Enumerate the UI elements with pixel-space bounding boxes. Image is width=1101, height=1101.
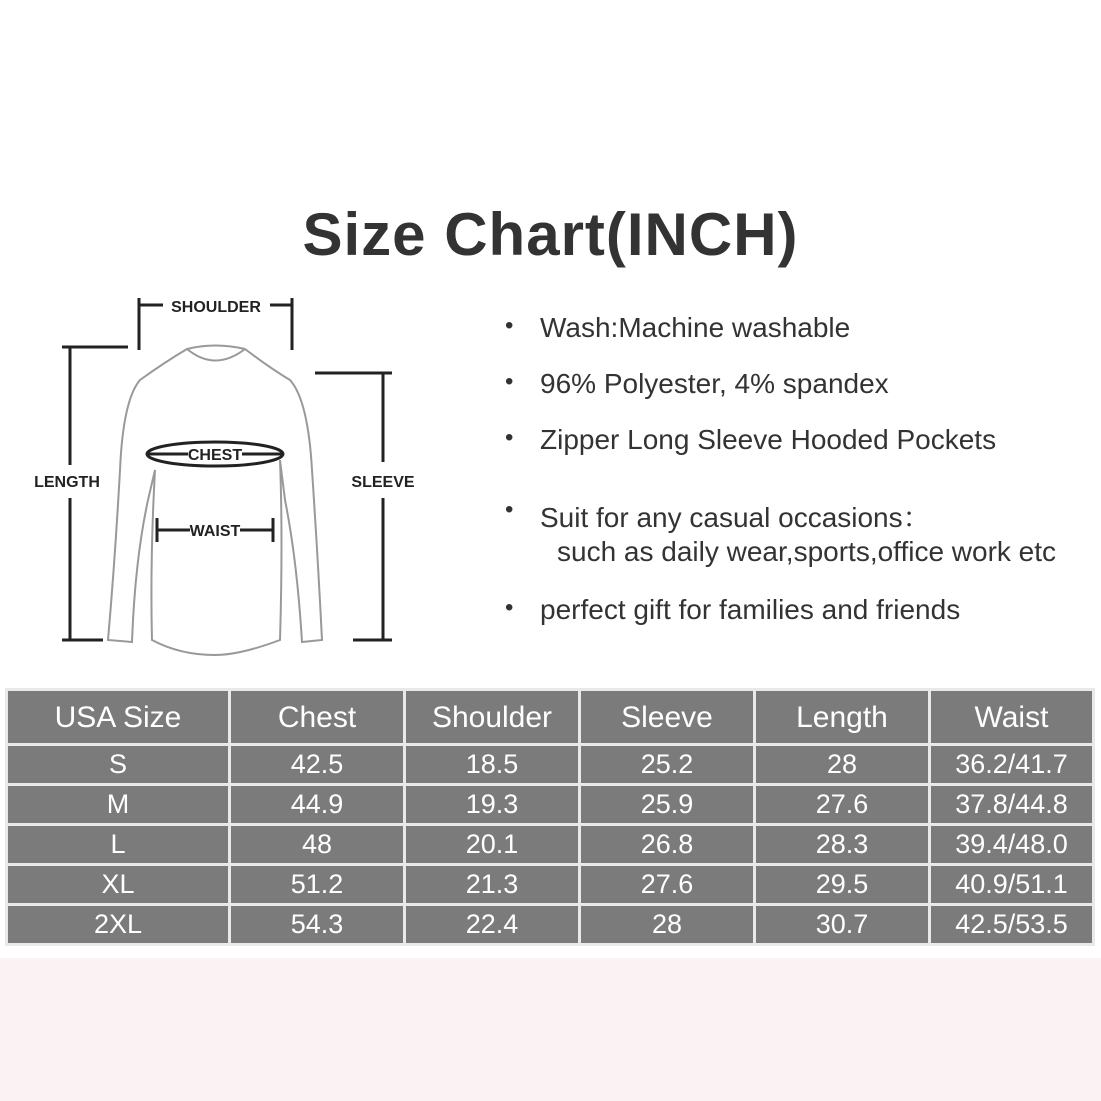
table-row xyxy=(8,866,1092,903)
table-cell: 36.2/41.7 xyxy=(931,746,1092,783)
shoulder-label: SHOULDER xyxy=(171,299,261,316)
feature-item xyxy=(505,594,1056,626)
column-header: Shoulder xyxy=(406,691,578,743)
feature-text: Zipper Long Sleeve Hooded Pockets xyxy=(540,424,997,455)
table-cell: 27.6 xyxy=(756,786,928,823)
table-cell: 51.2 xyxy=(231,866,403,903)
shirt-outline-icon xyxy=(108,346,322,656)
table-cell: 42.5 xyxy=(231,746,403,783)
table-cell: 19.3 xyxy=(406,786,578,823)
table-cell: 25.9 xyxy=(581,786,753,823)
table-row xyxy=(8,826,1092,863)
table-cell: 42.5/53.5 xyxy=(931,906,1092,943)
table-cell: 54.3 xyxy=(231,906,403,943)
table-cell: 18.5 xyxy=(406,746,578,783)
column-header: USA Size xyxy=(8,691,228,743)
table-cell: 2XL xyxy=(8,906,228,943)
feature-item xyxy=(505,312,1056,368)
feature-text: Suit for any casual occasions： xyxy=(540,502,931,533)
table-cell: 37.8/44.8 xyxy=(931,786,1092,823)
shirt-measurement-diagram xyxy=(0,280,450,660)
table-cell: 21.3 xyxy=(406,866,578,903)
table-cell: S xyxy=(8,746,228,783)
table-cell: 26.8 xyxy=(581,826,753,863)
table-cell: 25.2 xyxy=(581,746,753,783)
bullet-icon: • xyxy=(505,368,514,395)
length-label: LENGTH xyxy=(34,474,100,491)
feature-text: perfect gift for families and friends xyxy=(540,594,961,625)
column-header: Waist xyxy=(931,691,1092,743)
page-title: Size Chart(INCH) xyxy=(302,201,799,268)
table-row xyxy=(8,786,1092,823)
table-cell: 28 xyxy=(756,746,928,783)
bullet-icon: • xyxy=(505,496,514,523)
table-cell: 29.5 xyxy=(756,866,928,903)
table-cell: 20.1 xyxy=(406,826,578,863)
bullet-icon: • xyxy=(505,424,514,451)
feature-item xyxy=(505,368,1056,424)
table-cell: 40.9/51.1 xyxy=(931,866,1092,903)
table-cell: XL xyxy=(8,866,228,903)
table-cell: 48 xyxy=(231,826,403,863)
table-cell: 39.4/48.0 xyxy=(931,826,1092,863)
table-cell: L xyxy=(8,826,228,863)
column-header: Chest xyxy=(231,691,403,743)
table-cell: 28.3 xyxy=(756,826,928,863)
column-header: Sleeve xyxy=(581,691,753,743)
feature-item xyxy=(505,424,1056,496)
feature-subtext: such as daily wear,sports,office work etc xyxy=(557,536,1057,567)
table-header-row xyxy=(8,691,1092,743)
bullet-icon: • xyxy=(505,594,514,621)
feature-item xyxy=(505,496,1056,594)
table-row xyxy=(8,746,1092,783)
table-cell: 22.4 xyxy=(406,906,578,943)
table-cell: 30.7 xyxy=(756,906,928,943)
table-row xyxy=(8,906,1092,943)
sleeve-label: SLEEVE xyxy=(351,474,415,491)
feature-text: 96% Polyester, 4% spandex xyxy=(540,368,889,399)
bullet-icon: • xyxy=(505,312,514,339)
chest-label: CHEST xyxy=(187,447,243,464)
table-cell: 28 xyxy=(581,906,753,943)
table-cell: 27.6 xyxy=(581,866,753,903)
column-header: Length xyxy=(756,691,928,743)
waist-label: WAIST xyxy=(189,523,241,540)
feature-list xyxy=(505,312,1056,626)
table-cell: 44.9 xyxy=(231,786,403,823)
bottom-band xyxy=(0,958,1101,1101)
table-cell: M xyxy=(8,786,228,823)
feature-text: Wash:Machine washable xyxy=(540,312,851,343)
size-table xyxy=(5,688,1095,946)
